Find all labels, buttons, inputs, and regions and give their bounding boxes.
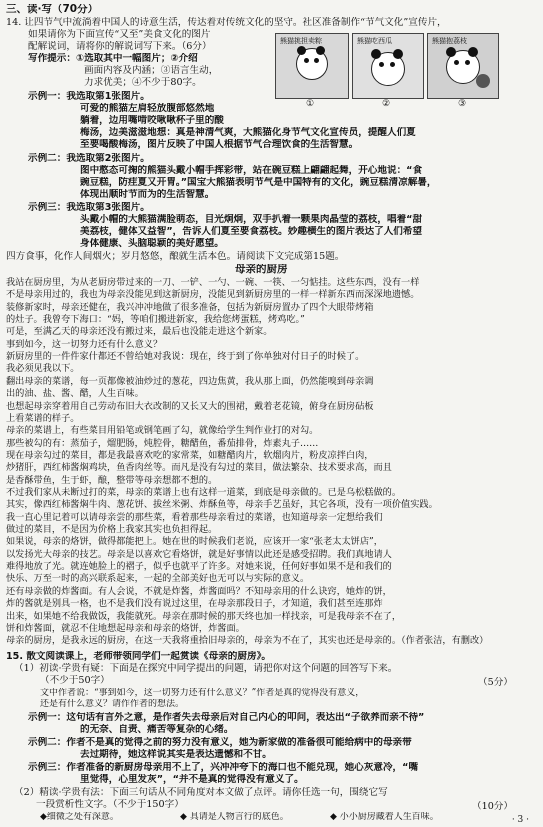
panda-image-2: 熊猫吃西瓜 <box>352 33 424 99</box>
q15-head: 15. 散文阅读课上，老师带领同学们一起赏读《母亲的厨房》。 <box>6 651 271 662</box>
passage-line: 饼和炸酱面，就忍不住地想起母亲和母亲的烙饼，炸酱面。 <box>6 622 245 634</box>
passage-line: 做过的菜目，不是因为价格上我家其实也负担得起。 <box>6 524 218 535</box>
passage-line: 也想起母亲穿着用自己劳动布旧大衣改制的又长又大的围裙，戴着老花镜，俯身在厨房砧板 <box>6 400 374 412</box>
option-3: ◆ 小小厨房藏着人生百味。 <box>330 812 439 822</box>
passage-line: 现在母亲勾过的菜目，都是我最喜欢吃的家常菜，如糖醋肉片，软熘肉片，粉皮凉拌白肉， <box>6 449 374 461</box>
answer3-line: 里觉得，心里发灰”，“并不是真的觉得没有意义了。 <box>80 774 304 785</box>
q14-line: 力求优美；④不少于80字。 <box>84 77 202 88</box>
example3-line: 头戴小帽的大熊猫满脸萌态，目光炯炯，双手扒着一颗果肉晶莹的荔枝，唱着“甜 <box>80 214 423 225</box>
passage-line: 出来，如果她不给我做饭，我能就死。母亲在那时候的那天终也加一样找亲，可是我母亲不在了， <box>6 610 402 622</box>
passage-line: 难得地放了光。就连她脸上的褶子，似乎也就平了许多。对她来说，任何好事如果不是和我们的 <box>6 561 392 572</box>
passage-line: 炒猪肝，西红柿酱焖鸡块，鱼香肉丝等。而凡是没有勾过的菜目，做法繁杂、技术要求高，而且 <box>6 462 392 474</box>
answer2-line: 示例二：作者不是真的觉得之前的努力没有意义，她为新家做的准备很可能给病中的母亲带 <box>28 737 412 748</box>
passage-line: 是香酥带鱼，生于虾，酿，整带等母亲想都不想的。 <box>6 474 218 486</box>
q14-line: 配解说词，请将你的解说词写下来。（6分） <box>28 41 212 52</box>
passage-line: 其实，像西红柿酱焖牛肉、葱花饼、拔丝米粥、炸酥鱼等，母亲手艺虽好，其它各项，没有一项价值实践。 <box>6 499 438 511</box>
reading-intro: 四方食事，化作人间烟火；岁月悠悠，酿就生活本色。请阅读下文完成第15题。 <box>6 251 345 262</box>
passage-line: 还有母亲做的炸酱面。有人会说，不就是炸酱，炸酱面吗？不知母亲用的什么诀窍，她炸的饼， <box>6 585 392 597</box>
page-number: · 3 · <box>511 815 529 825</box>
q15-quote-2: 还是有什么意义？请作作者的想法。 <box>40 699 185 709</box>
q15-part2: （2）精读·学贵有法：下面三句话从不同角度对本文做了点评。请你任选一句，围绕它写 <box>14 787 388 798</box>
example3-line: 示例三：我选取第3张图片。 <box>28 202 150 213</box>
passage-line: 可是，至满乙天的母亲还没有搬过来，最后也没能走进这个新家。 <box>6 326 273 338</box>
example3-line: 美荔枝，健体又益智”，告诉人们夏至要食荔枝。妙趣横生的图片表达了人们希望 <box>80 226 423 237</box>
passage-title: 母亲的厨房 <box>235 264 288 275</box>
example1-line: 梅汤，边美滋滋地想：真是神清气爽，大熊猫化身节气文化宣传员，提醒人们夏 <box>80 127 416 138</box>
passage-line: 那些被勾的有：蒸茄子，熘肥肠，炖腔骨，糖醋鱼，番茄排骨，炸素丸子…… <box>6 437 319 449</box>
panda-image-1: 熊猫挑担卖粽 <box>275 33 349 99</box>
example1-line: 可爱的熊猫左肩轻放腹部悠然地 <box>80 103 215 114</box>
passage-line: 炸的酱就是别具一格，也不是我们没有说过这里，在母亲那段日子，才知道，我们甚至连那炸 <box>6 598 383 610</box>
example1-line: 躺着，边用嘴啃咬啾啾杯子里的酸 <box>80 115 224 126</box>
q14-line: 14. 让四节气中流淌着中国人的诗意生活，传达着对传统文化的坚守。社区准备制作“节气文化”宣传片， <box>6 17 447 28</box>
example2-line: 体现出顺时节而为的生活智慧。 <box>80 189 215 200</box>
q14-line: 如果请你为下面宣传“又至”美食文化的图片 <box>28 29 211 40</box>
passage-line: 的灶子。我曾夸下海口：“妈，等咱们搬进新家，我给您烤蛋糕，烤鸡吃。” <box>6 314 305 326</box>
q15-part1-score: （5分） <box>478 677 513 688</box>
passage-line: 装修新家时，母亲还健在，我兴冲冲地做了很多准备，包括为新厨房置办了四个大眼带烤箱 <box>6 301 374 313</box>
passage-line: 上看菜谱的样子。 <box>6 412 80 424</box>
example2-line: 豌豆糕，防疰夏又开胃。”国宝大熊猫表明节气是中国特有的文化，豌豆糕清凉解暑， <box>80 177 437 188</box>
example3-line: 身体健康、头脑聪颖的美好愿望。 <box>80 238 224 249</box>
example2-line: 图中憨态可掬的熊猫头戴小帽手挥彩带，站在碗豆糕上翩翩起舞，开心地说：“食 <box>80 165 423 176</box>
passage-line: 母亲的厨房，是我永远的厨房，在这一天我将重拾旧母亲的，母亲为不在了，其实也还是母亲的。（作者张洁，有删改） <box>6 635 489 647</box>
passage-line: 母亲的菜谱上，有些菜目用铅笔或钢笔画了勾，就像给学生判作业打的对勾。 <box>6 425 319 437</box>
q15-quote: 文中作者说：“事到如今，这一切努力还有什么意义？”作者是真的觉得没有意义， <box>40 688 365 698</box>
q14-line: 画面内容及内涵；③语言生动， <box>84 65 219 76</box>
passage-line: 我站在厨房里，为从老厨房带过来的一刀、一铲、一勺、一碗、一筷、一匀惦挂。这些东西，没有一样 <box>6 277 420 288</box>
panda-image-3: 熊猫抱荔枝 <box>427 33 499 99</box>
q15-part1-note: （不少于50字） <box>40 675 110 686</box>
passage-line: 翻出母亲的菜谱，每一页都像被油炒过的葱花，四边焦黄，我从那上面，仍然能嗅到母亲调 <box>6 375 374 387</box>
passage-line: 事到如今，这一切努力还有什么意义？ <box>6 338 163 350</box>
passage-line: 快乐、万至一时的高兴联系起来，一起的全部美好也无可以与实际的意义。 <box>6 573 310 585</box>
section-header: 三、读·写（70分） <box>6 4 99 15</box>
image-3-label: ③ <box>458 99 467 109</box>
answer1-line: 的无奈、自责、痛苦等复杂的心绪。 <box>80 724 234 735</box>
image-2-label: ② <box>382 99 391 109</box>
q14-line: 写作提示：①选取其中一幅图片；②介绍 <box>28 53 198 64</box>
passage-line: 不是母亲用过的，我也为母亲没能见到这新厨房，没能见到新厨房里的一样一样新东西而深深地遗憾。 <box>6 289 420 301</box>
answer2-line: 去过期待，她这样说其实是表达遗憾和不甘。 <box>80 749 272 760</box>
option-1: ◆细微之处有深意。 <box>40 812 119 822</box>
example1-line: 示例一：我选取第1张图片。 <box>28 91 150 102</box>
passage-line: 以发扬光大母亲的技艺。母亲是以喜欢它看烙饼，就是好事情以此还是感受招聘。我们真地请人 <box>6 548 392 560</box>
q15-part2-score: （10分） <box>472 801 513 812</box>
image-1-label: ① <box>306 99 315 109</box>
answer1-line: 示例一：这句话有言外之意，是作者失去母亲后对自己内心的叩问，表达出“子欲养而亲不待” <box>28 712 425 723</box>
passage-line: 如果说，母亲的烙饼，做得都能把上。她在世的时候我们老说，应该开一家“张老太太饼店”， <box>6 536 383 548</box>
passage-line: 出的油、盐、酱、醋，人生百味。 <box>6 388 144 400</box>
passage-line: 我一直心里记着可以请母亲尝的那些菜，看着那些母亲看过的菜谱，也知道母亲一定想给我们 <box>6 511 383 523</box>
example2-line: 示例二：我选取第2张图片。 <box>28 153 150 164</box>
option-2: ◆ 具请是人物言行的底色。 <box>180 812 289 822</box>
passage-line: 新厨房里的一件件家什都还不曾给她对我说：现在，终于到了你单独对付日子的时候了。 <box>6 351 365 363</box>
answer3-line: 示例三：作者准备的新厨房母亲用不上了，兴冲冲夸下的海口也不能兑现，她心灰意冷，“嘴 <box>28 762 419 773</box>
q15-part1: （1）初读·学贵有疑：下面是在探究中同学提出的问题，请把你对这个问题的回答写下来。 <box>14 663 398 674</box>
passage-line: 我必须见我以下。 <box>6 363 80 375</box>
q15-part2-b: 一段赏析性文字。（不少于150字） <box>36 799 184 810</box>
example1-line: 至要喝酸梅汤，图片反映了中国人根据节气合理饮食的生活智慧。 <box>80 139 359 150</box>
passage-line: 不过我们家从未断过打的菜，母亲的菜谱上也有这样一道菜，到底是母亲做的。已是乌松糕做的。 <box>6 486 402 498</box>
